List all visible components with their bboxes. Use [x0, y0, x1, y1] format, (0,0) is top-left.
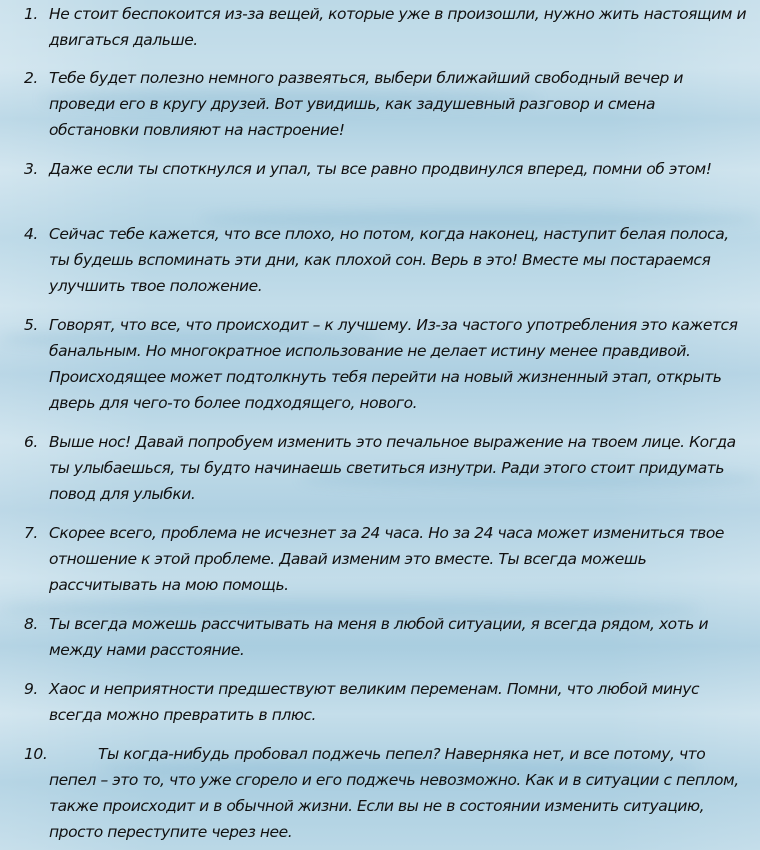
list-item-4 — [0, 221, 760, 299]
list-item-7 — [0, 520, 760, 598]
item-number: 8. — [24, 615, 38, 633]
item-text: Выше нос! Давай попробуем изменить это печальное выражение на твоем лице. Когда ты улыбаешься, ты будто начинаешь светиться изнутри. Ради этого стоит придумать повод для улыбки. — [49, 433, 736, 503]
item-text: Скорее всего, проблема не исчезнет за 24 часа. Но за 24 часа может измениться твое отношение к этой проблеме. Давай изменим это вместе. Ты всегда можешь рассчитывать на мою помощь. — [49, 524, 724, 594]
item-number: 6. — [24, 433, 38, 451]
item-number: 10. — [24, 745, 48, 763]
item-text: Ты всегда можешь рассчитывать на меня в любой ситуации, я всегда рядом, хоть и между нами расстояние. — [49, 615, 709, 659]
item-number: 1. — [24, 5, 38, 23]
item-number: 4. — [24, 225, 38, 243]
list-item-6 — [0, 429, 760, 507]
item-number: 5. — [24, 316, 38, 334]
item-text: Хаос и неприятности предшествуют великим переменам. Помни, что любой минус всегда можно превратить в плюс. — [49, 680, 700, 724]
item-text: Тебе будет полезно немного развеяться, выбери ближайший свободный вечер и проведи его в кругу друзей. Вот увидишь, как задушевный разговор и смена обстановки повлияют на настроение! — [49, 69, 684, 139]
item-number: 9. — [24, 680, 38, 698]
item-text — [49, 741, 749, 845]
list-item-5 — [0, 312, 760, 416]
list-item-10 — [0, 741, 760, 845]
list-item-9 — [0, 676, 760, 728]
item-text: Не стоит беспокоится из-за вещей, которые уже в произошли, нужно жить настоящим и двигаться дальше. — [49, 5, 747, 49]
item-number: 2. — [24, 69, 38, 87]
list-item-1 — [0, 1, 760, 53]
item-text-content: Ты когда-нибудь пробовал поджечь пепел? Наверняка нет, и все потому, что пепел – это то, что уже сгорело и его поджечь невозможно. Как и в ситуации с пеплом, также происходит и в обычной жизни. Если вы не в состоянии изменить ситуацию, просто переступите через нее. — [49, 745, 739, 841]
item-text: Говорят, что все, что происходит – к лучшему. Из-за частого употребления это кажется банальным. Но многократное использование не делает истину менее правдивой. Происходящее может подтолкнуть тебя перейти на новый жизненный этап, открыть дверь для чего-то более подходящего, нового. — [49, 316, 738, 412]
list-item-3 — [0, 156, 760, 182]
list-item-8 — [0, 611, 760, 663]
item-text: Даже если ты споткнулся и упал, ты все равно продвинулся вперед, помни об этом! — [49, 160, 712, 178]
list-item-2 — [0, 65, 760, 143]
item-number: 3. — [24, 160, 38, 178]
item-number: 7. — [24, 524, 38, 542]
item-text: Сейчас тебе кажется, что все плохо, но потом, когда наконец, наступит белая полоса, ты будешь вспоминать эти дни, как плохой сон. Верь в это! Вместе мы постараемся улучшить твое положение. — [49, 225, 729, 295]
